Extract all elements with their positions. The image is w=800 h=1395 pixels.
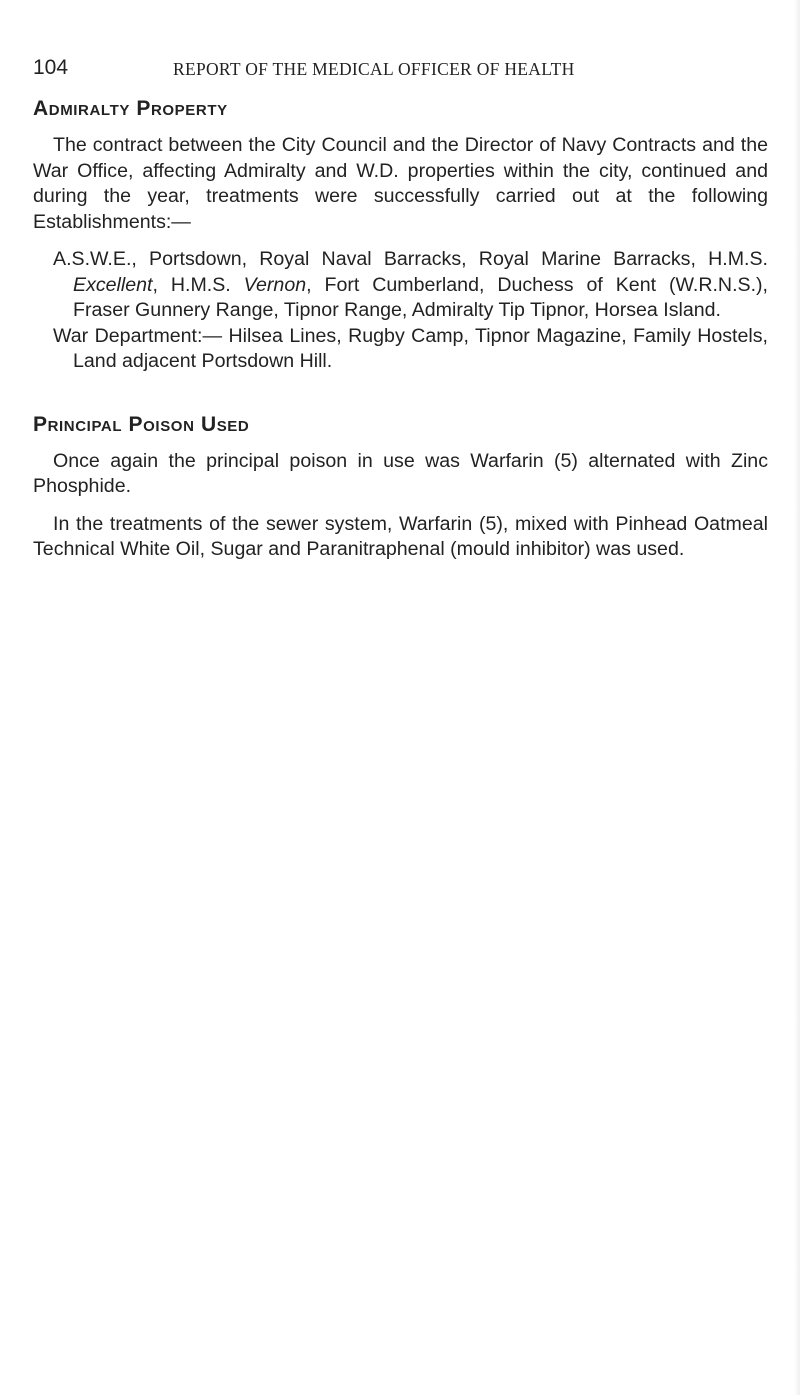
war-department-establishments: War Department:— Hilsea Lines, Rugby Camp, Tipnor Magazine, Family Hostels, Land adjacent Portsdown Hill. bbox=[53, 324, 768, 372]
page-number: 104 bbox=[33, 56, 69, 79]
admiralty-list-part1: A.S.W.E., Portsdown, Royal Naval Barracks, Royal Marine Barracks, H.M.S. bbox=[53, 248, 768, 270]
running-title: REPORT OF THE MEDICAL OFFICER OF HEALTH bbox=[173, 59, 575, 79]
running-header bbox=[33, 56, 773, 86]
paragraph-principal-poison: Once again the principal poison in use was Warfarin (5) alternated with Zinc Phosphide. bbox=[33, 449, 768, 497]
ship-name-vernon: Vernon bbox=[243, 273, 307, 296]
paragraph-sewer-treatments: In the treatments of the sewer system, Warfarin (5), mixed with Pinhead Oatmeal Technical White Oil, Sugar and Paranitraphenal (mould inhibitor) was used. bbox=[33, 512, 768, 560]
ship-name-excellent: Excellent bbox=[73, 273, 153, 296]
section-heading-principal-poison: Principal Poison Used bbox=[33, 412, 250, 436]
section-heading-admiralty-property: Admiralty Property bbox=[33, 97, 228, 120]
admiralty-list-part2: , H.M.S. bbox=[152, 273, 244, 296]
section-principal-poison bbox=[33, 413, 768, 563]
section-admiralty-property bbox=[33, 97, 768, 375]
establishments-list bbox=[33, 247, 768, 375]
page-body bbox=[33, 97, 768, 563]
admiralty-establishments bbox=[53, 247, 768, 324]
section-spacer bbox=[33, 375, 768, 413]
admiralty-list-part3: , Fort Cumberland, Duchess of Kent (W.R.N.S.), Fraser Gunnery Range, Tipnor Range, Admiralty Tip Tipnor, Horsea Island. bbox=[73, 273, 768, 321]
paragraph-contract: The contract between the City Council and the Director of Navy Contracts and the War Office, affecting Admiralty and W.D. properties within the city, continued and during the year, treatments were successfully carried out at the following Establishments:— bbox=[33, 134, 768, 233]
